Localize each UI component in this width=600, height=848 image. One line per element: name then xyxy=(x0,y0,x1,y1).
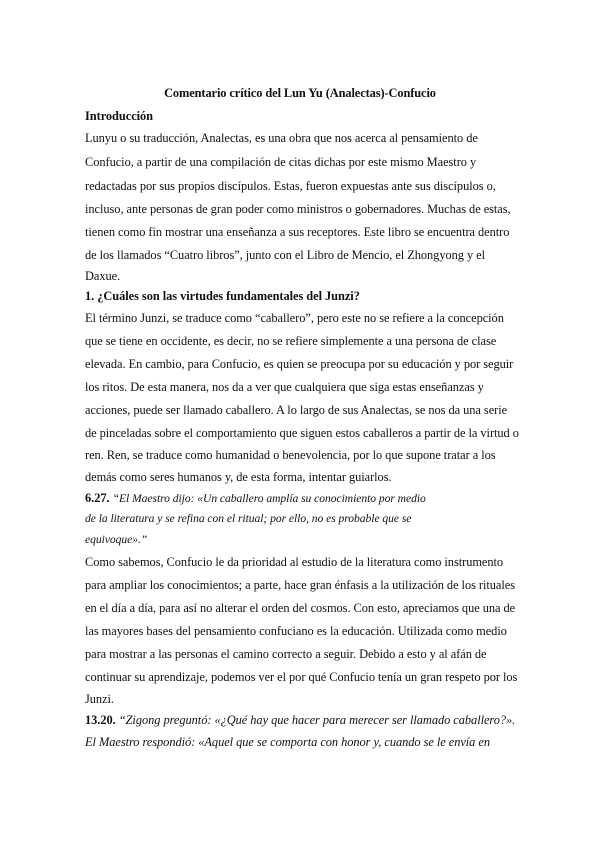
paragraph-line: demás como seres humanos y, de esta forma, intentar guiarlos. xyxy=(85,470,392,484)
paragraph-line: de pinceladas sobre el comportamiento que siguen estos caballeros a partir de la virtud o xyxy=(85,426,519,440)
paragraph-line: elevada. En cambio, para Confucio, es quien se preocupa por su educación y por seguir xyxy=(85,357,514,371)
quote-line xyxy=(85,490,426,507)
intro-line: Lunyu o su traducción, Analectas, es una obra que nos acerca al pensamiento de xyxy=(85,131,478,145)
paragraph-line: ren. Ren, se traduce como humanidad o benevolencia, por lo que supone tratar a los xyxy=(85,448,496,462)
document-title: Comentario crítico del Lun Yu (Analectas)-Confucio xyxy=(164,86,436,100)
quote-reference: 6.27. xyxy=(85,491,110,505)
intro-line: tienen como fin mostrar una enseñanza a sus receptores. Este libro se encuentra dentro xyxy=(85,225,510,239)
quote-line xyxy=(85,712,515,728)
section-heading: 1. ¿Cuáles son las virtudes fundamentales del Junzi? xyxy=(85,289,360,303)
intro-line: redactadas por sus propios discípulos. Estas, fueron expuestas ante sus discípulos o, xyxy=(85,179,496,193)
intro-line: Confucio, a partir de una compilación de citas dichas por este mismo Maestro y xyxy=(85,155,477,169)
quote-line: de la literatura y se refina con el ritual; por ello, no es probable que se xyxy=(85,512,412,525)
paragraph-line: que se tiene en occidente, es decir, no se refiere simplemente a una persona de clase xyxy=(85,334,497,348)
quote-line: equivoque».” xyxy=(85,533,148,546)
paragraph-line: en el día a día, para así no alterar el orden del cosmos. Con esto, apreciamos que una de xyxy=(85,601,516,615)
paragraph-line: El término Junzi, se traduce como “caballero”, pero este no se refiere a la concepción xyxy=(85,311,504,325)
paragraph-line: para ampliar los conocimientos; a parte, hace gran énfasis a la utilización de los rituales xyxy=(85,578,515,592)
quote-reference: 13.20. xyxy=(85,713,116,727)
paragraph-line: para mostrar a las personas el camino correcto a seguir. Debido a esto y al afán de xyxy=(85,647,487,661)
intro-line: Daxue. xyxy=(85,269,121,283)
intro-line: de los llamados “Cuatro libros”, junto con el Libro de Mencio, el Zhongyong y el xyxy=(85,248,485,262)
intro-line: incluso, ante personas de gran poder como ministros o gobernadores. Muchas de estas, xyxy=(85,202,511,216)
quote-text: “Zigong preguntó: «¿Qué hay que hacer para merecer ser llamado caballero?». xyxy=(118,713,516,727)
intro-heading: Introducción xyxy=(85,109,154,123)
paragraph-line: los ritos. De esta manera, nos da a ver que cualquiera que siga estas enseñanzas y xyxy=(85,380,484,394)
paragraph-line: acciones, puede ser llamado caballero. A lo largo de sus Analectas, se nos da una serie xyxy=(85,403,508,417)
paragraph-line: Junzi. xyxy=(85,692,114,706)
quote-line: El Maestro respondió: «Aquel que se comporta con honor y, cuando se le envía en xyxy=(85,735,490,749)
paragraph-line: las mayores bases del pensamiento confuciano es la educación. Utilizada como medio xyxy=(85,624,507,638)
quote-text: “El Maestro dijo: «Un caballero amplía su conocimiento por medio xyxy=(112,492,426,505)
paragraph-line: Como sabemos, Confucio le da prioridad al estudio de la literatura como instrumento xyxy=(85,555,504,569)
paragraph-line: continuar su aprendizaje, podemos ver el por qué Confucio tenía un gran respeto por los xyxy=(85,670,518,684)
